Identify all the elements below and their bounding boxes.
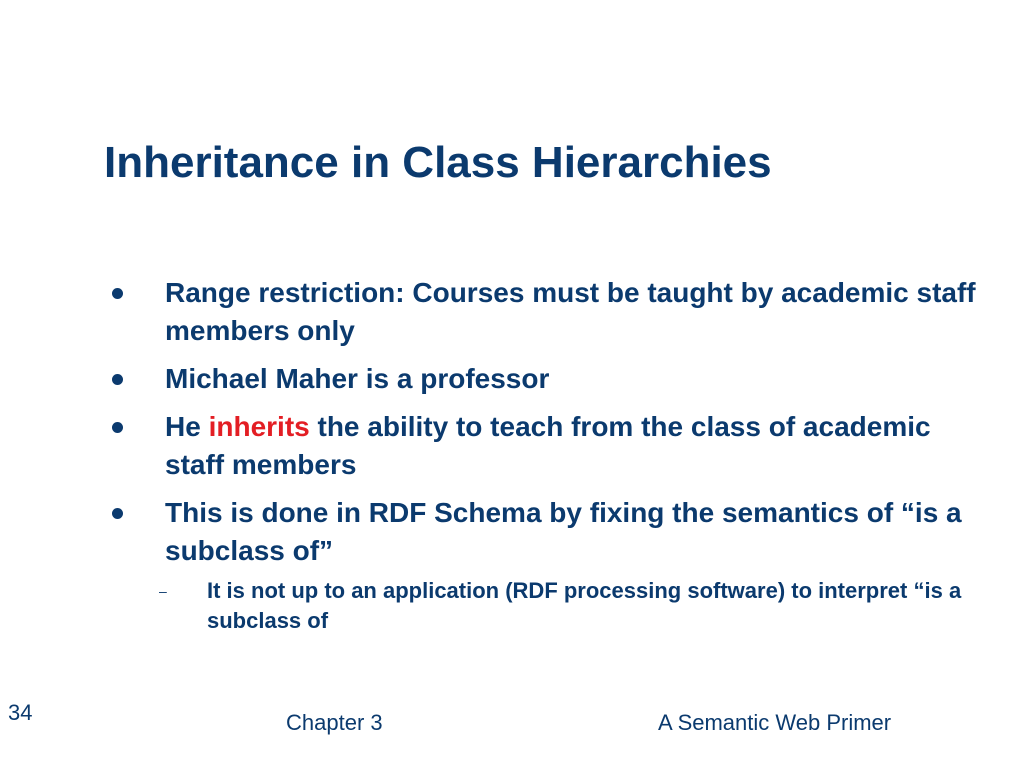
bullet-text-before: He: [165, 411, 209, 442]
bullet-dot-icon: [112, 508, 123, 519]
sub-bullet-item-application: [159, 576, 984, 636]
footer-book-title: A Semantic Web Primer: [658, 710, 892, 735]
bullet-item-range-restriction: [104, 274, 984, 350]
bullet-dot-icon: [112, 374, 123, 385]
sub-bullet-dash: –: [159, 583, 167, 599]
bullet-dot-icon: [112, 288, 123, 299]
bullet-text: Range restriction: Courses must be taught by academic staff members only: [165, 277, 976, 346]
bullet-text-after: the ability to teach from the class of academic staff members: [165, 411, 931, 480]
bullet-dot-icon: [112, 422, 123, 433]
bullet-item-professor: [104, 360, 984, 398]
bullet-item-rdf-schema: [104, 494, 984, 570]
page-number: 34: [8, 700, 33, 725]
bullet-list: [104, 274, 984, 636]
slide-title: Inheritance in Class Hierarchies: [104, 138, 772, 187]
footer-chapter: Chapter 3: [286, 710, 383, 735]
bullet-text: Michael Maher is a professor: [165, 363, 550, 394]
bullet-item-inherits: [104, 408, 984, 484]
bullet-text: This is done in RDF Schema by fixing the semantics of “is a subclass of”: [165, 497, 962, 566]
sub-bullet-text: It is not up to an application (RDF processing software) to interpret “is a subclass of: [207, 578, 962, 633]
highlighted-word: inherits: [208, 411, 310, 442]
